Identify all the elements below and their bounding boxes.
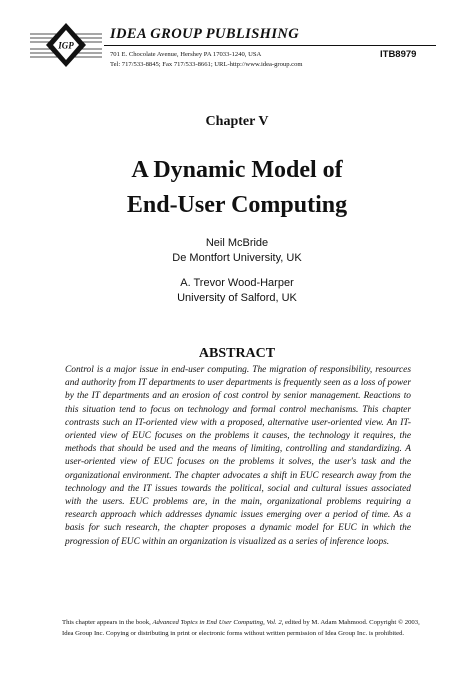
chapter-label: Chapter V	[205, 114, 269, 129]
paper-title-line-1: A Dynamic Model of	[131, 157, 343, 183]
logo-text: IGP	[58, 40, 74, 51]
author-affiliation: University of Salford, UK	[177, 292, 297, 304]
paper-title-line-2: End-User Computing	[126, 192, 348, 218]
publisher-name: IDEA GROUP PUBLISHING	[110, 26, 300, 42]
abstract-heading: ABSTRACT	[198, 346, 276, 361]
footnote-rest: , edited by M. Adam Mahmood. Copyright © 2003, Idea Group Inc. Copying or distributing in print or electronic forms without written permission of Idea Group Inc. is prohibited.	[62, 619, 420, 637]
item-code: ITB8979	[380, 49, 417, 60]
publisher-address: 701 E. Chocolate Avenue, Hershey PA 17033-1240, USA	[110, 51, 262, 58]
author-affiliation: De Montfort University, UK	[172, 252, 302, 264]
publisher-contact: Tel: 717/533-8845; Fax 717/533-8661; URL-http://www.idea-group.com	[110, 61, 303, 68]
abstract-text: Control is a major issue in end-user computing. The migration of responsibility, resources and authority from IT departments to user departments is frequently seen as a loss of power by the IT departments and an erosion of cost control by senior management. Reactions to this situation tend to focus on technology and formal control mechanisms. This chapter contrasts such an IT-oriented view with a proposed, alternative user-oriented view. An IT-oriented view of EUC focuses on the problems it causes, the technology it requires, the methods that should be used and the means of limiting, controlling and standardizing. A user-oriented view of EUC focuses on the problems it solves, the user's task and the organizational environment. The chapter advocates a shift in EUC research away from the technology and the IT issues towards the political, social and cultural issues associated with the users. EUC problems are, in the main, organizational problems requiring a research approach which addresses dynamic issues emerging over a period of time. As a basis for such research, the chapter proposes a dynamic model for EUC in which the progression of EUC within an organization is visualized as a series of inference loops.	[65, 365, 411, 547]
author-name: Neil McBride	[205, 237, 269, 249]
logo-diamond-icon	[28, 22, 104, 68]
header-rule	[104, 45, 436, 46]
author-name: A. Trevor Wood-Harper	[180, 277, 294, 289]
footnote-book-title: Advanced Topics in End User Computing, Vol. 2	[152, 619, 282, 626]
footnote-lead: This chapter appears in the book,	[62, 619, 153, 626]
copyright-footnote	[62, 618, 420, 639]
